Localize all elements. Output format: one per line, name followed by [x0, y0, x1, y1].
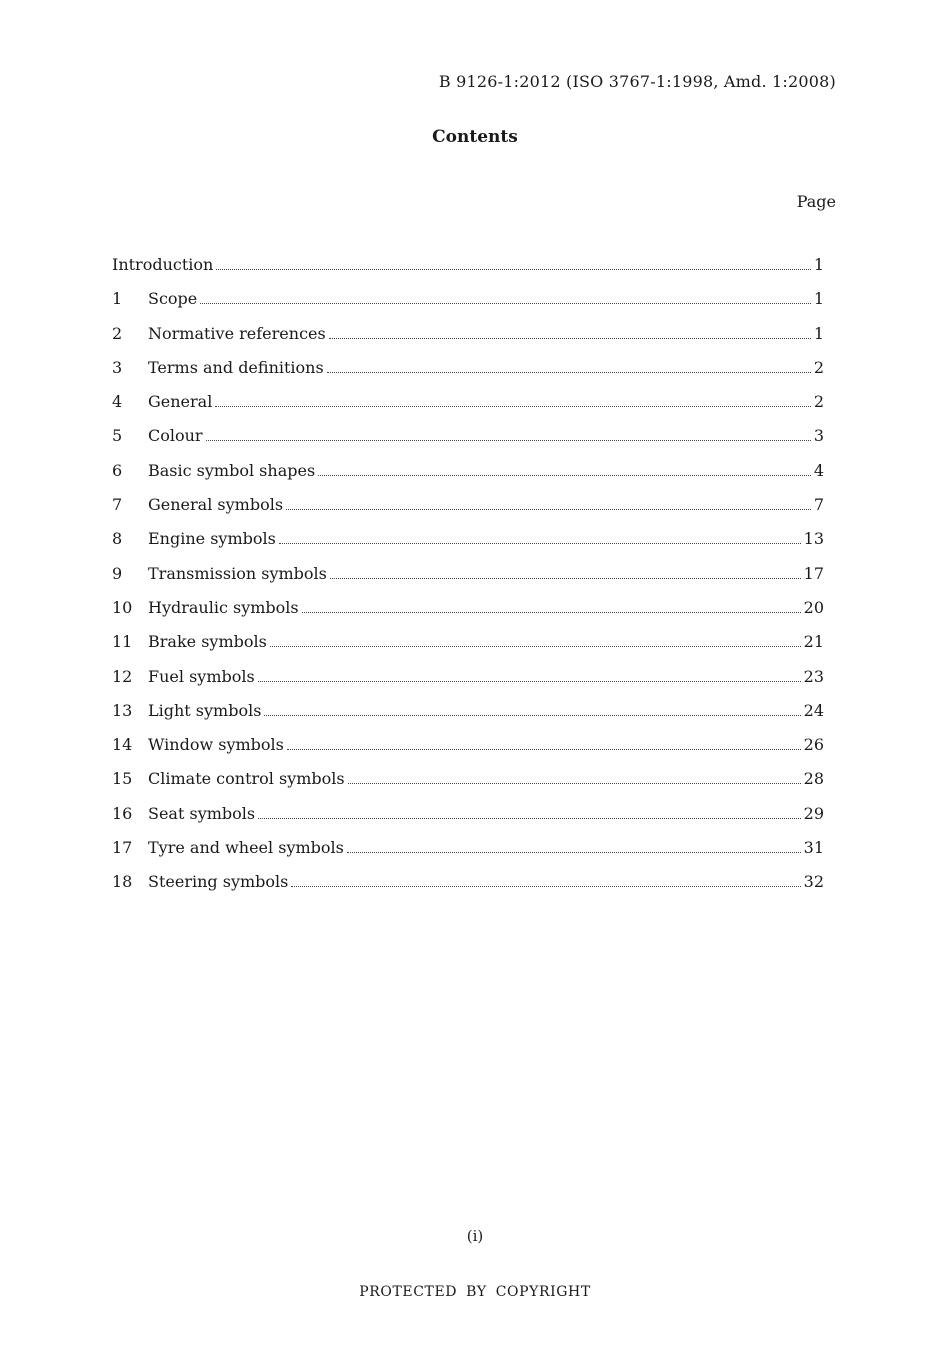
toc-entry-number: 12 [112, 666, 133, 686]
toc-entry-title: Scope [148, 289, 198, 309]
toc-entry-title: Climate control symbols [148, 769, 345, 789]
toc-entry-number: 6 [112, 460, 123, 480]
toc-leader-dots [302, 612, 801, 613]
toc-leader-dots [215, 406, 810, 407]
toc-entry[interactable] [112, 392, 824, 426]
toc-leader-dots [279, 543, 801, 544]
toc-entry[interactable] [112, 598, 824, 632]
toc-leader-dots [318, 475, 811, 476]
toc-entry-title: Seat symbols [148, 803, 256, 823]
toc-entry-title: Brake symbols [148, 632, 267, 652]
toc-entry[interactable] [112, 324, 824, 358]
toc-entry[interactable] [112, 769, 824, 803]
toc-leader-dots [330, 578, 801, 579]
toc-entry-page: 31 [803, 838, 824, 858]
toc-entry-number: 14 [112, 735, 133, 755]
toc-entry-number: 5 [112, 426, 123, 446]
toc-entry-number: 10 [112, 597, 133, 617]
toc-entry[interactable] [112, 529, 824, 563]
toc-entry-page: 3 [813, 426, 824, 446]
toc-entry-page: 2 [813, 357, 824, 377]
toc-leader-dots [329, 338, 811, 339]
toc-entry-title: Transmission symbols [148, 563, 327, 583]
toc-entry-number: 9 [112, 563, 123, 583]
toc-entry[interactable] [112, 255, 824, 289]
toc-entry[interactable] [112, 495, 824, 529]
toc-entry-number: 3 [112, 357, 123, 377]
toc-entry-page: 21 [803, 632, 824, 652]
toc-entry-title: Window symbols [148, 735, 284, 755]
toc-entry-title: General [148, 392, 213, 412]
toc-entry-page: 4 [813, 460, 824, 480]
toc-entry-title: Engine symbols [148, 529, 276, 549]
toc-leader-dots [216, 269, 810, 270]
page-title: Contents [432, 127, 518, 147]
toc-entry[interactable] [112, 564, 824, 598]
toc-entry-title: Hydraulic symbols [148, 597, 299, 617]
toc-leader-dots [264, 715, 800, 716]
toc-entry-number: 2 [112, 323, 123, 343]
toc-entry-page: 26 [803, 735, 824, 755]
toc-entry[interactable] [112, 838, 824, 872]
document-code: B 9126-1:2012 (ISO 3767-1:1998, Amd. 1:2008) [438, 72, 836, 91]
toc-entry-page: 1 [813, 255, 824, 274]
toc-entry-page: 20 [803, 597, 824, 617]
toc-entry-page: 24 [803, 700, 824, 720]
toc-leader-dots [258, 818, 801, 819]
toc-entry-title: General symbols [148, 495, 284, 515]
toc-leader-dots [206, 440, 811, 441]
toc-entry-title: Normative references [148, 323, 326, 343]
toc-entry-page: 1 [813, 323, 824, 343]
toc-entry[interactable] [112, 289, 824, 323]
toc-leader-dots [270, 646, 801, 647]
toc-entry-number: 11 [112, 632, 133, 652]
toc-leader-dots [291, 886, 800, 887]
toc-entry-number: 1 [112, 289, 123, 309]
toc-entry[interactable] [112, 358, 824, 392]
toc-entry-page: 13 [803, 529, 824, 549]
copyright-notice: PROTECTED BY COPYRIGHT [359, 1284, 591, 1300]
toc-leader-dots [258, 681, 801, 682]
toc-entry-page: 7 [813, 495, 824, 515]
toc-entry-title: Introduction [112, 255, 214, 274]
toc-leader-dots [327, 372, 811, 373]
toc-entry-number: 8 [112, 529, 123, 549]
toc-leader-dots [286, 509, 811, 510]
toc-entry-title: Tyre and wheel symbols [148, 838, 344, 858]
table-of-contents [112, 255, 824, 907]
toc-entry[interactable] [112, 872, 824, 906]
toc-entry-page: 28 [803, 769, 824, 789]
toc-entry-title: Light symbols [148, 700, 262, 720]
toc-entry-page: 29 [803, 803, 824, 823]
toc-entry-title: Fuel symbols [148, 666, 255, 686]
toc-entry[interactable] [112, 804, 824, 838]
toc-leader-dots [200, 303, 811, 304]
toc-entry-number: 16 [112, 803, 133, 823]
toc-entry-title: Basic symbol shapes [148, 460, 316, 480]
toc-entry-page: 23 [803, 666, 824, 686]
toc-entry[interactable] [112, 735, 824, 769]
toc-entry-number: 15 [112, 769, 133, 789]
toc-entry[interactable] [112, 461, 824, 495]
toc-entry-page: 17 [803, 563, 824, 583]
toc-entry-title: Steering symbols [148, 872, 289, 892]
page-number: (i) [466, 1227, 484, 1245]
toc-entry[interactable] [112, 701, 824, 735]
toc-entry-page: 1 [813, 289, 824, 309]
toc-entry-number: 17 [112, 838, 133, 858]
toc-entry[interactable] [112, 426, 824, 460]
toc-entry-page: 2 [813, 392, 824, 412]
toc-leader-dots [347, 852, 801, 853]
toc-entry-page: 32 [803, 872, 824, 892]
toc-entry-number: 13 [112, 700, 133, 720]
toc-entry-number: 18 [112, 872, 133, 892]
toc-leader-dots [348, 783, 801, 784]
toc-leader-dots [287, 749, 801, 750]
page-column-label: Page [796, 192, 836, 211]
toc-entry-number: 7 [112, 495, 123, 515]
toc-entry-number: 4 [112, 392, 123, 412]
toc-entry[interactable] [112, 632, 824, 666]
toc-entry-title: Terms and definitions [148, 357, 324, 377]
toc-entry[interactable] [112, 667, 824, 701]
toc-entry-title: Colour [148, 426, 203, 446]
